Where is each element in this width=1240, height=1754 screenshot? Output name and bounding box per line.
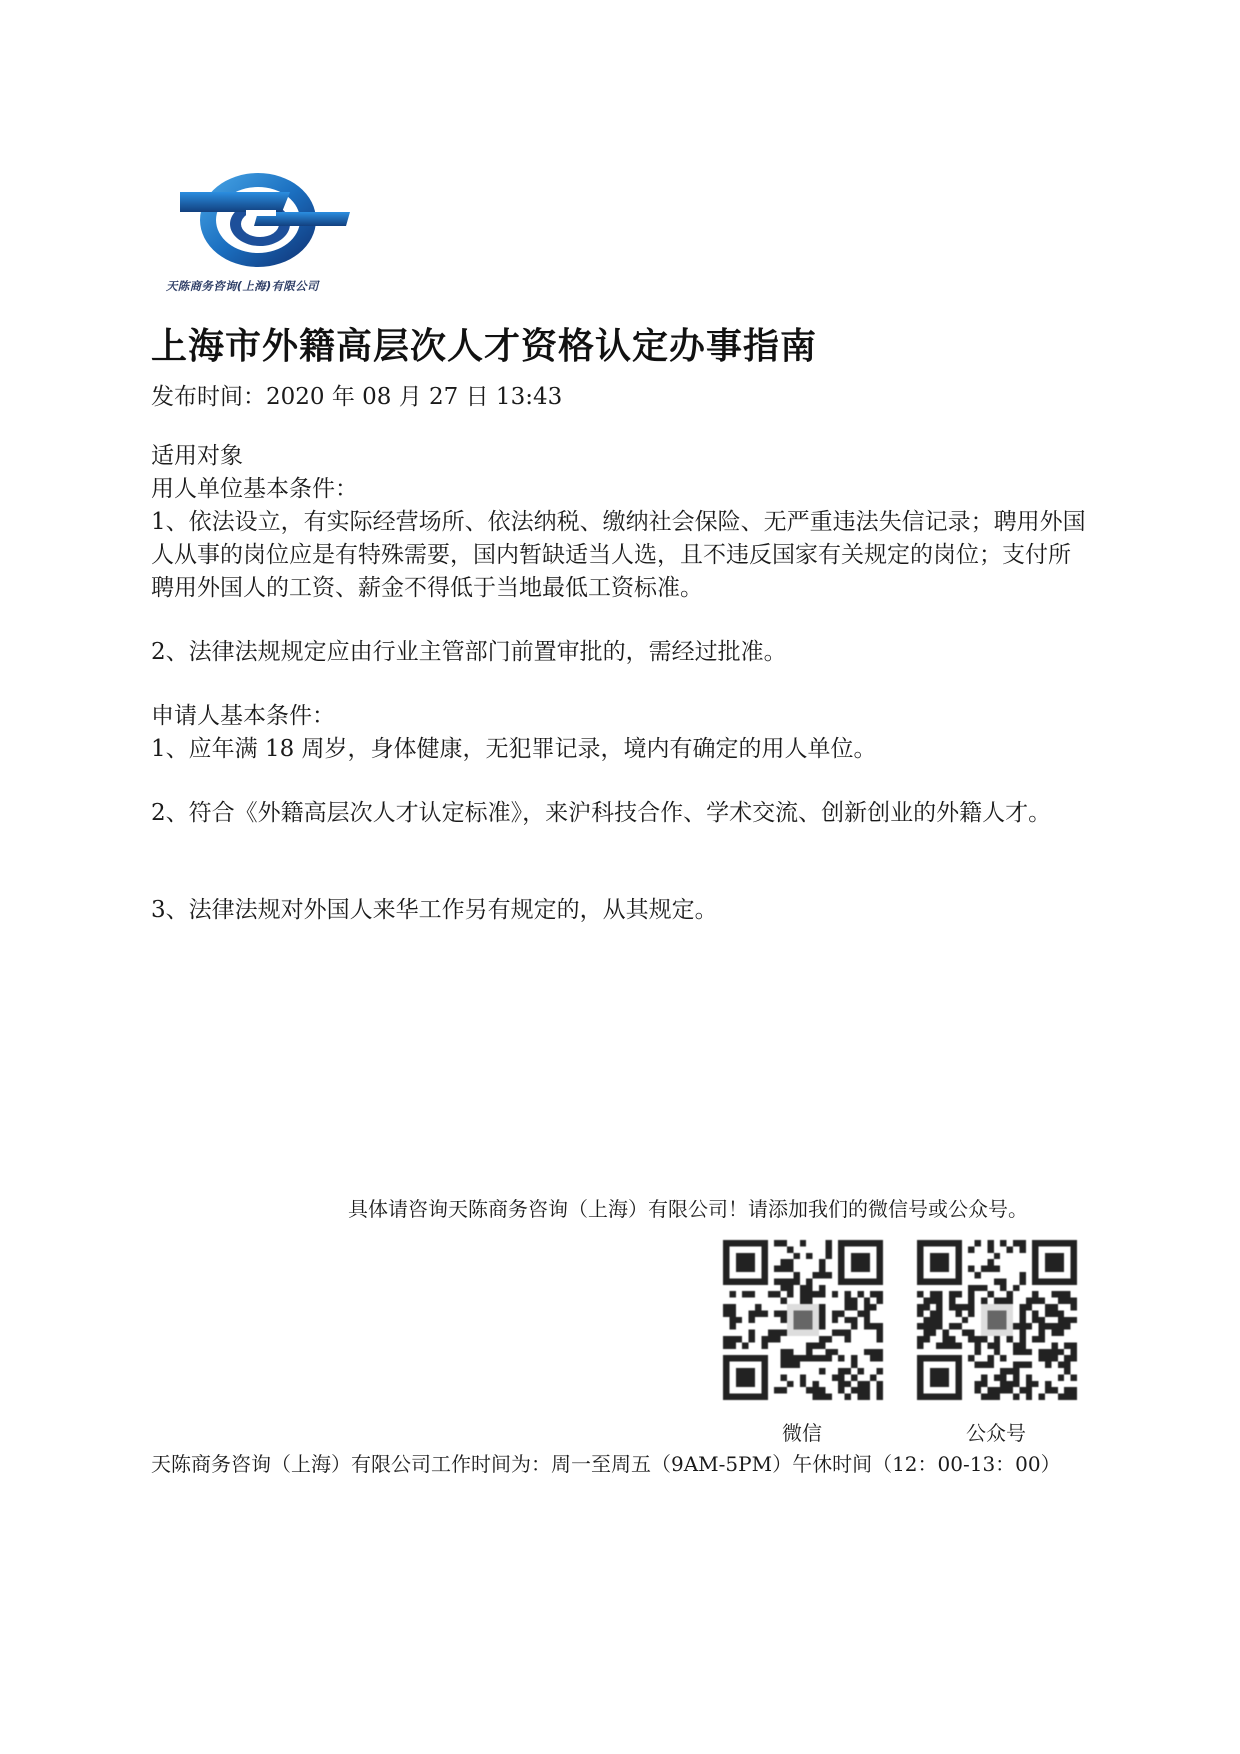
official-account-qr-code bbox=[917, 1240, 1077, 1400]
applicant-condition-3: 3、法律法规对外国人来华工作另有规定的，从其规定。 bbox=[151, 897, 718, 923]
employer-condition-2: 2、法律法规规定应由行业主管部门前置审批的，需经过批准。 bbox=[151, 639, 787, 665]
company-logo-icon bbox=[180, 170, 350, 278]
company-logo-text: 天陈商务咨询(上海)有限公司 bbox=[166, 279, 319, 293]
section-heading-applicant: 申请人基本条件： bbox=[151, 703, 335, 729]
section-heading-employer: 用人单位基本条件： bbox=[151, 476, 358, 502]
applicant-condition-1: 1、应年满 18 周岁，身体健康，无犯罪记录，境内有确定的用人单位。 bbox=[151, 736, 877, 762]
section-heading-applicable: 适用对象 bbox=[151, 443, 243, 469]
qr-code-icon bbox=[917, 1240, 1077, 1400]
publish-date bbox=[151, 378, 562, 411]
publish-time: 2020 年 08 月 27 日 13:43 bbox=[266, 384, 563, 410]
company-logo bbox=[166, 170, 366, 305]
publish-label: 发布时间： bbox=[151, 384, 266, 410]
qr-code-icon bbox=[723, 1240, 883, 1400]
qr-label-official-account: 公众号 bbox=[966, 1421, 1026, 1445]
employer-condition-1: 1、依法设立，有实际经营场所、依法纳税、缴纳社会保险、无严重违法失信记录；聘用外国人从事的岗位应是有特殊需要，国内暂缺适当人选，且不违反国家有关规定的岗位；支付所聘用外国人的工资、薪金不得低于当地最低工资标准。 bbox=[151, 509, 1086, 601]
working-hours: 天陈商务咨询（上海）有限公司工作时间为：周一至周五（9AM-5PM）午休时间（12：00-13：00） bbox=[151, 1452, 1061, 1476]
contact-message: 具体请咨询天陈商务咨询（上海）有限公司！请添加我们的微信号或公众号。 bbox=[348, 1197, 1028, 1221]
applicant-condition-2: 2、符合《外籍高层次人才认定标准》，来沪科技合作、学术交流、创新创业的外籍人才。 bbox=[151, 800, 1052, 826]
page-title: 上海市外籍高层次人才资格认定办事指南 bbox=[151, 326, 818, 367]
qr-label-wechat: 微信 bbox=[782, 1421, 822, 1445]
wechat-qr-code bbox=[723, 1240, 883, 1400]
